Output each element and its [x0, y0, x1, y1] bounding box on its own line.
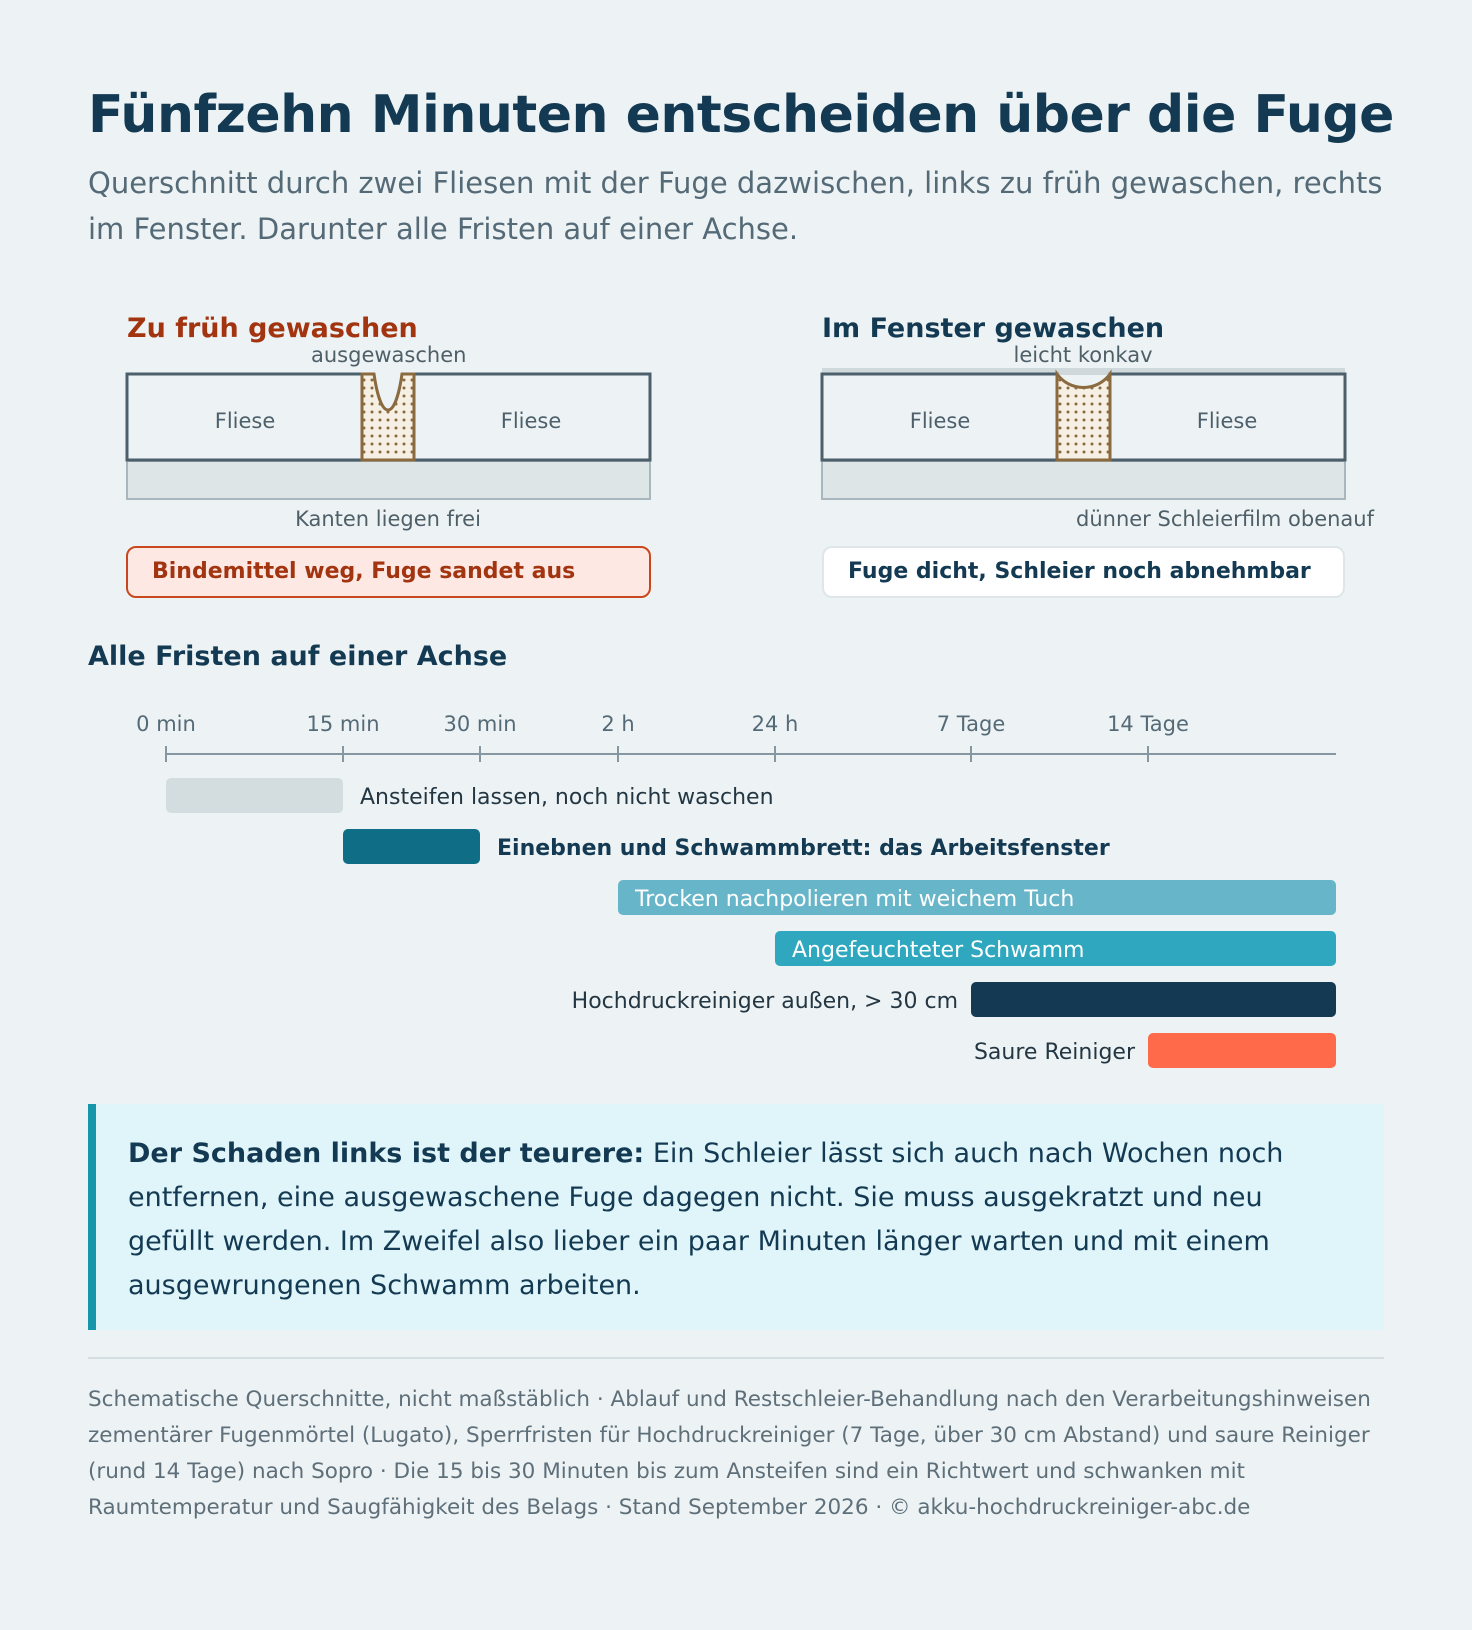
callout-bold: Der Schaden links ist der teurere:	[128, 1138, 645, 1169]
axis-tick-label-0-min: 0 min	[136, 712, 196, 736]
right-tile-right-label: Fliese	[1196, 409, 1258, 433]
left-panel-heading: Zu früh gewaschen	[127, 313, 418, 344]
footer-divider	[88, 1357, 1384, 1359]
timeline-bar-label-4: Angefeuchteter Schwamm	[792, 938, 1085, 963]
timeline-bar-label-6: Saure Reiniger	[973, 1040, 1135, 1065]
page-title: Fünfzehn Minuten entscheiden über die Fuge	[88, 85, 1394, 145]
left-result-badge: Bindemittel weg, Fuge sandet aus	[126, 546, 651, 598]
axis-tick-label-2-h: 2 h	[601, 712, 635, 736]
left-tile-left-label: Fliese	[214, 409, 276, 433]
right-top-label: leicht konkav	[1013, 343, 1153, 367]
timeline-heading: Alle Fristen auf einer Achse	[88, 641, 508, 672]
footer-note: Schematische Querschnitte, nicht maßstäblich · Ablauf und Restschleier-Behandlung nach den Verarbeitungshinweisen zementärer Fugenmörtel (Lugato), Sperrfristen für Hochdruckreiniger (7 Tage, über 30 cm Abstand) und saure Reiniger (rund 14 Tage) nach Sopro · Die 15 bis 30 Minuten bis zum Ansteifen sind ein Richtwert und schwanken mit Raumtemperatur und Saugfähigkeit des Belags · Stand September 2026 · © akku-hochdruckreiniger-abc.de	[88, 1387, 1371, 1520]
timeline-bar-label-2: Einebnen und Schwammbrett: das Arbeitsfenster	[497, 836, 1110, 861]
timeline-bar-6	[1148, 1033, 1336, 1068]
timeline-bar-label-5: Hochdruckreiniger außen, > 30 cm	[571, 989, 958, 1014]
axis-tick-label-15-min: 15 min	[306, 712, 380, 736]
callout-box	[88, 1104, 1384, 1330]
timeline-bar-label-3: Trocken nachpolieren mit weichem Tuch	[635, 887, 1075, 912]
right-panel-heading: Im Fenster gewaschen	[822, 313, 1165, 344]
left-tile-right-label: Fliese	[500, 409, 562, 433]
axis-tick-label-7-tage: 7 Tage	[936, 712, 1006, 736]
left-bottom-label: Kanten liegen frei	[295, 507, 481, 531]
axis-tick-label-24-h: 24 h	[751, 712, 799, 736]
timeline-bar-2	[343, 829, 480, 864]
right-bottom-label: dünner Schleierfilm obenauf	[1076, 507, 1374, 531]
right-result-badge: Fuge dicht, Schleier noch abnehmbar	[822, 546, 1345, 598]
timeline-bar-label-1: Ansteifen lassen, noch nicht waschen	[360, 785, 774, 810]
page-subtitle: Querschnitt durch zwei Fliesen mit der Fuge dazwischen, links zu früh gewaschen, rechts im Fenster. Darunter alle Fristen auf einer Achse.	[88, 166, 1383, 246]
right-tile-left-label: Fliese	[909, 409, 971, 433]
axis-tick-label-30-min: 30 min	[443, 712, 517, 736]
timeline-bar-5	[971, 982, 1336, 1017]
callout-text: Ein Schleier lässt sich auch nach Wochen noch entfernen, eine ausgewaschene Fuge dagegen nicht. Sie muss ausgekratzt und neu gefüllt werden. Im Zweifel also lieber ein paar Minuten länger warten und mit einem ausgewrungenen Schwamm arbeiten.	[128, 1138, 1284, 1301]
timeline-bar-1	[166, 778, 343, 813]
axis-tick-label-14-tage: 14 Tage	[1107, 712, 1189, 736]
left-top-label: ausgewaschen	[311, 343, 467, 367]
